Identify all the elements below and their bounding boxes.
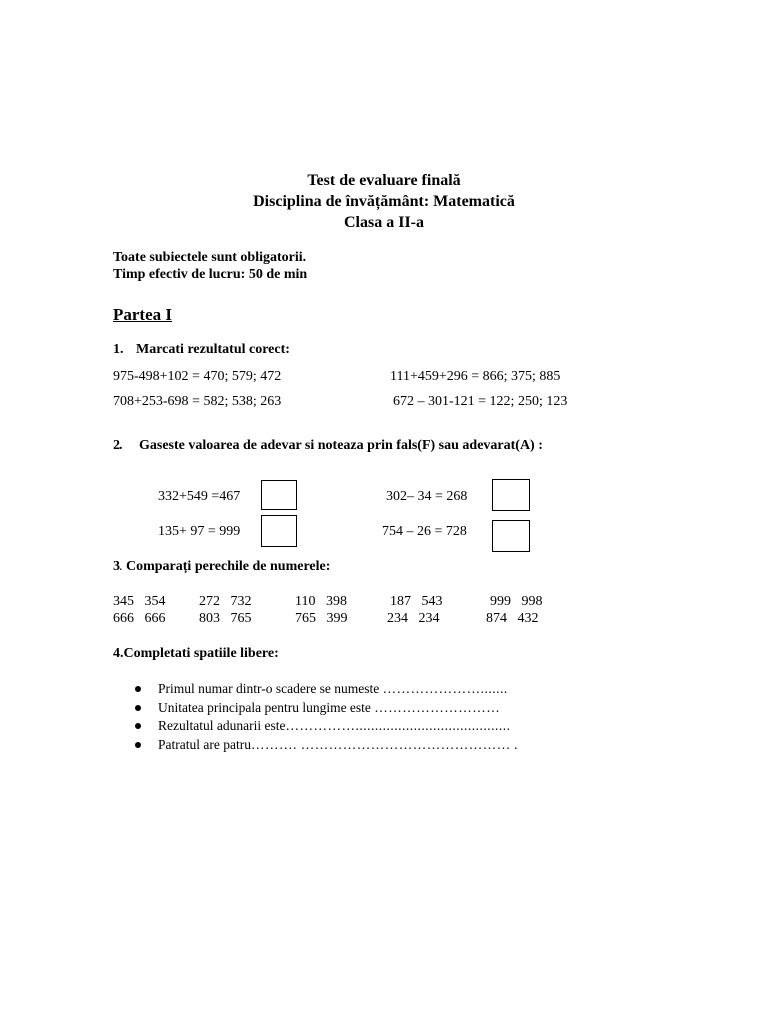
doc-title: Test de evaluare finală	[307, 172, 461, 189]
list-item	[133, 717, 517, 736]
q4-item-text: Patratul are patru	[158, 736, 251, 752]
q3-pair-r2-4: 234 234	[387, 611, 440, 626]
q4-list	[133, 680, 517, 754]
q4-blank[interactable]: ……………........................................	[285, 718, 511, 733]
q1-right-1: 111+459+296 = 866; 375; 885	[390, 369, 561, 384]
q2-item-3: 135+ 97 = 999	[158, 524, 241, 539]
q3-pair-r1-2: 272 732	[199, 594, 252, 609]
q3-pair-r1-3: 110 398	[295, 594, 347, 609]
q2-title: Gaseste valoarea de adevar si noteaza prin fals(F) sau adevarat(A) :	[139, 438, 543, 453]
q2-answer-box-2[interactable]	[492, 479, 530, 511]
instruction-time: Timp efectiv de lucru: 50 de min	[113, 267, 308, 282]
q2-number: 2	[113, 438, 120, 453]
list-item	[133, 736, 517, 755]
part-title: Partea I	[113, 305, 173, 324]
bullet-icon	[135, 742, 141, 748]
q4-item-text: Rezultatul adunarii este	[158, 718, 286, 733]
q3-pair-r2-3: 765 399	[295, 611, 348, 626]
q4-title: 4.Completati spatiile libere:	[113, 646, 279, 661]
q1-left-2: 708+253-698 = 582; 538; 263	[113, 394, 282, 409]
q1-number: 1.	[113, 342, 124, 357]
q3-pair-r2-5: 874 432	[486, 611, 539, 626]
q2-item-4: 754 – 26 = 728	[382, 524, 467, 539]
list-item	[133, 699, 517, 718]
q4-blank[interactable]: ………. ………………………………………	[250, 736, 511, 752]
q2-dot: .	[119, 438, 123, 453]
q2-answer-box-1[interactable]	[261, 480, 297, 510]
q1-left-1: 975-498+102 = 470; 579; 472	[113, 369, 282, 384]
q4-blank[interactable]: ………………………	[374, 699, 501, 715]
instruction-mandatory: Toate subiectele sunt obligatorii.	[113, 250, 307, 265]
q4-item-tail: .	[510, 736, 518, 752]
q2-answer-box-4[interactable]	[492, 520, 530, 552]
q3-pair-r2-2: 803 765	[199, 611, 252, 626]
q2-item-2: 302– 34 = 268	[386, 489, 468, 504]
q4-item-text: Primul numar dintr-o scadere se numeste	[158, 681, 383, 696]
bullet-icon	[135, 705, 141, 711]
q3-title: Comparați perechile de numerele:	[126, 559, 331, 574]
q4-item-text: Unitatea principala pentru lungime este	[158, 699, 375, 715]
q3-pair-r1-4: 187 543	[390, 594, 443, 609]
bullet-icon	[135, 723, 141, 729]
q2-answer-box-3[interactable]	[261, 515, 297, 547]
doc-subject: Disciplina de învățământ: Matematică	[253, 193, 515, 210]
q3-dot: .	[119, 559, 123, 574]
q1-right-2: 672 – 301-121 = 122; 250; 123	[393, 394, 568, 409]
q3-pair-r2-1: 666 666	[113, 611, 166, 626]
q3-pair-r1-1: 345 354	[113, 594, 166, 609]
q1-title: Marcati rezultatul corect:	[136, 342, 290, 357]
q3-number: 3	[113, 559, 120, 574]
list-item	[133, 680, 517, 699]
q2-item-1: 332+549 =467	[158, 489, 241, 504]
q3-pair-r1-5: 999 998	[490, 594, 543, 609]
q4-blank[interactable]: ………………….......	[382, 681, 508, 696]
bullet-icon	[135, 686, 141, 692]
doc-class: Clasa a II-a	[343, 214, 424, 231]
